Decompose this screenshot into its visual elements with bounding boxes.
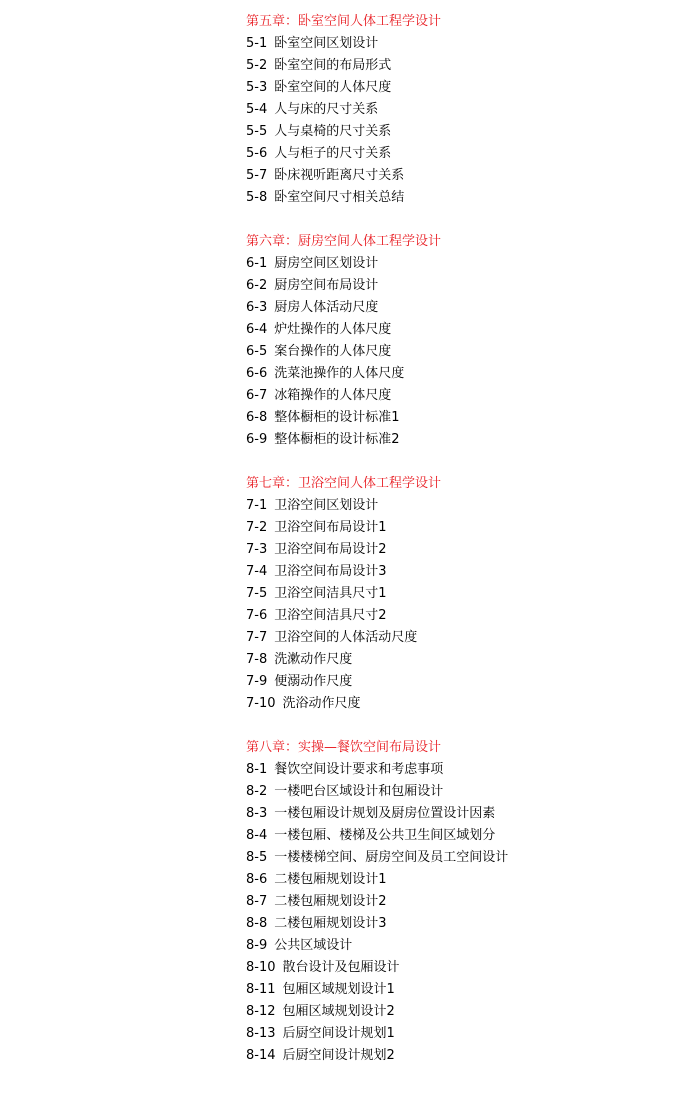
- entry-number: 6-9: [246, 432, 268, 447]
- entry-number: 5-2: [246, 58, 268, 73]
- list-item: [246, 495, 686, 517]
- list-item: [246, 99, 686, 121]
- list-item: [246, 759, 686, 781]
- entry-number: 8-13: [246, 1026, 276, 1041]
- entry-title: 厨房人体活动尺度: [274, 300, 379, 315]
- entry-title: 卫浴空间的人体活动尺度: [274, 630, 418, 645]
- entry-title: 卧室空间区划设计: [274, 36, 379, 51]
- list-item: [246, 77, 686, 99]
- entry-number: 5-3: [246, 80, 268, 95]
- entry-number: 8-6: [246, 872, 268, 887]
- list-item: [246, 935, 686, 957]
- entry-title: 一楼吧台区域设计和包厢设计: [274, 784, 444, 799]
- entry-number: 8-7: [246, 894, 268, 909]
- entry-number: 7-7: [246, 630, 268, 645]
- entry-number: 5-7: [246, 168, 268, 183]
- table-of-contents: [246, 11, 686, 1089]
- list-item: [246, 1023, 686, 1045]
- entry-title: 后厨空间设计规划2: [282, 1048, 395, 1063]
- entry-title: 卧室空间的人体尺度: [274, 80, 392, 95]
- list-item: [246, 429, 686, 451]
- list-item: [246, 121, 686, 143]
- entry-number: 7-3: [246, 542, 268, 557]
- list-item: [246, 1001, 686, 1023]
- entry-title: 厨房空间布局设计: [274, 278, 379, 293]
- entry-title: 人与床的尺寸关系: [274, 102, 379, 117]
- entry-title: 案台操作的人体尺度: [274, 344, 392, 359]
- entry-number: 8-10: [246, 960, 276, 975]
- entry-number: 7-2: [246, 520, 268, 535]
- list-item: [246, 583, 686, 605]
- entry-number: 8-14: [246, 1048, 276, 1063]
- chapter-title: 第七章：卫浴空间人体工程学设计: [246, 476, 442, 491]
- list-item: [246, 891, 686, 913]
- list-item: [246, 143, 686, 165]
- entry-number: 8-4: [246, 828, 268, 843]
- entry-number: 7-5: [246, 586, 268, 601]
- entry-title: 整体橱柜的设计标准1: [274, 410, 400, 425]
- chapter-title: 第八章：实操—餐饮空间布局设计: [246, 740, 442, 755]
- entry-number: 8-3: [246, 806, 268, 821]
- list-item: [246, 825, 686, 847]
- list-item: [246, 957, 686, 979]
- entry-title: 一楼楼梯空间、厨房空间及员工空间设计: [274, 850, 509, 865]
- list-item: [246, 913, 686, 935]
- list-item: [246, 165, 686, 187]
- list-item: [246, 55, 686, 77]
- chapter-section: [246, 737, 686, 1067]
- entry-number: 5-5: [246, 124, 268, 139]
- entry-number: 7-8: [246, 652, 268, 667]
- entry-title: 卫浴空间洁具尺寸2: [274, 608, 387, 623]
- entry-title: 炉灶操作的人体尺度: [274, 322, 392, 337]
- list-item: [246, 253, 686, 275]
- list-item: [246, 693, 686, 715]
- list-item: [246, 869, 686, 891]
- entry-number: 8-2: [246, 784, 268, 799]
- entry-number: 6-3: [246, 300, 268, 315]
- entry-title: 卫浴空间区划设计: [274, 498, 379, 513]
- entry-title: 餐饮空间设计要求和考虑事项: [274, 762, 444, 777]
- entry-title: 包厢区域规划设计1: [282, 982, 395, 997]
- entry-number: 6-6: [246, 366, 268, 381]
- entry-title: 整体橱柜的设计标准2: [274, 432, 400, 447]
- entry-number: 6-4: [246, 322, 268, 337]
- list-item: [246, 979, 686, 1001]
- list-item: [246, 319, 686, 341]
- entry-title: 散台设计及包厢设计: [282, 960, 400, 975]
- entry-title: 洗漱动作尺度: [274, 652, 353, 667]
- list-item: [246, 407, 686, 429]
- list-item: [246, 561, 686, 583]
- entry-number: 8-12: [246, 1004, 276, 1019]
- entry-number: 6-8: [246, 410, 268, 425]
- entry-number: 8-9: [246, 938, 268, 953]
- list-item: [246, 847, 686, 869]
- entry-title: 二楼包厢规划设计2: [274, 894, 387, 909]
- list-item: [246, 539, 686, 561]
- entry-title: 厨房空间区划设计: [274, 256, 379, 271]
- chapter-section: [246, 231, 686, 451]
- entry-title: 冰箱操作的人体尺度: [274, 388, 392, 403]
- entry-title: 卫浴空间布局设计1: [274, 520, 387, 535]
- chapter-section: [246, 473, 686, 715]
- list-item: [246, 275, 686, 297]
- entry-title: 人与柜子的尺寸关系: [274, 146, 392, 161]
- entry-number: 7-1: [246, 498, 268, 513]
- chapter-title: 第五章：卧室空间人体工程学设计: [246, 14, 442, 29]
- entry-title: 卫浴空间洁具尺寸1: [274, 586, 387, 601]
- entry-title: 卧室空间的布局形式: [274, 58, 392, 73]
- entry-title: 卧室空间尺寸相关总结: [274, 190, 405, 205]
- list-item: [246, 385, 686, 407]
- entry-number: 8-5: [246, 850, 268, 865]
- list-item: [246, 627, 686, 649]
- entry-title: 卧床视听距离尺寸关系: [274, 168, 405, 183]
- entry-title: 后厨空间设计规划1: [282, 1026, 395, 1041]
- entry-title: 人与桌椅的尺寸关系: [274, 124, 392, 139]
- entry-number: 5-4: [246, 102, 268, 117]
- entry-number: 7-9: [246, 674, 268, 689]
- entry-number: 8-11: [246, 982, 276, 997]
- entry-number: 6-7: [246, 388, 268, 403]
- entry-number: 8-1: [246, 762, 268, 777]
- chapter-title: 第六章：厨房空间人体工程学设计: [246, 234, 442, 249]
- list-item: [246, 671, 686, 693]
- list-item: [246, 517, 686, 539]
- entry-number: 5-1: [246, 36, 268, 51]
- list-item: [246, 297, 686, 319]
- entry-title: 一楼包厢设计规划及厨房位置设计因素: [274, 806, 496, 821]
- chapter-section: [246, 11, 686, 209]
- entry-title: 二楼包厢规划设计3: [274, 916, 387, 931]
- entry-number: 6-2: [246, 278, 268, 293]
- entry-title: 一楼包厢、楼梯及公共卫生间区域划分: [274, 828, 496, 843]
- entry-title: 包厢区域规划设计2: [282, 1004, 395, 1019]
- entry-number: 7-6: [246, 608, 268, 623]
- entry-title: 卫浴空间布局设计3: [274, 564, 387, 579]
- list-item: [246, 1045, 686, 1067]
- entry-number: 5-8: [246, 190, 268, 205]
- entry-title: 便溺动作尺度: [274, 674, 353, 689]
- entry-title: 二楼包厢规划设计1: [274, 872, 387, 887]
- list-item: [246, 649, 686, 671]
- entry-title: 卫浴空间布局设计2: [274, 542, 387, 557]
- entry-title: 洗菜池操作的人体尺度: [274, 366, 405, 381]
- entry-number: 7-4: [246, 564, 268, 579]
- list-item: [246, 803, 686, 825]
- entry-number: 5-6: [246, 146, 268, 161]
- entry-number: 7-10: [246, 696, 276, 711]
- entry-title: 洗浴动作尺度: [282, 696, 361, 711]
- entry-title: 公共区域设计: [274, 938, 353, 953]
- entry-number: 8-8: [246, 916, 268, 931]
- list-item: [246, 605, 686, 627]
- entry-number: 6-5: [246, 344, 268, 359]
- list-item: [246, 33, 686, 55]
- list-item: [246, 187, 686, 209]
- list-item: [246, 363, 686, 385]
- list-item: [246, 781, 686, 803]
- list-item: [246, 341, 686, 363]
- entry-number: 6-1: [246, 256, 268, 271]
